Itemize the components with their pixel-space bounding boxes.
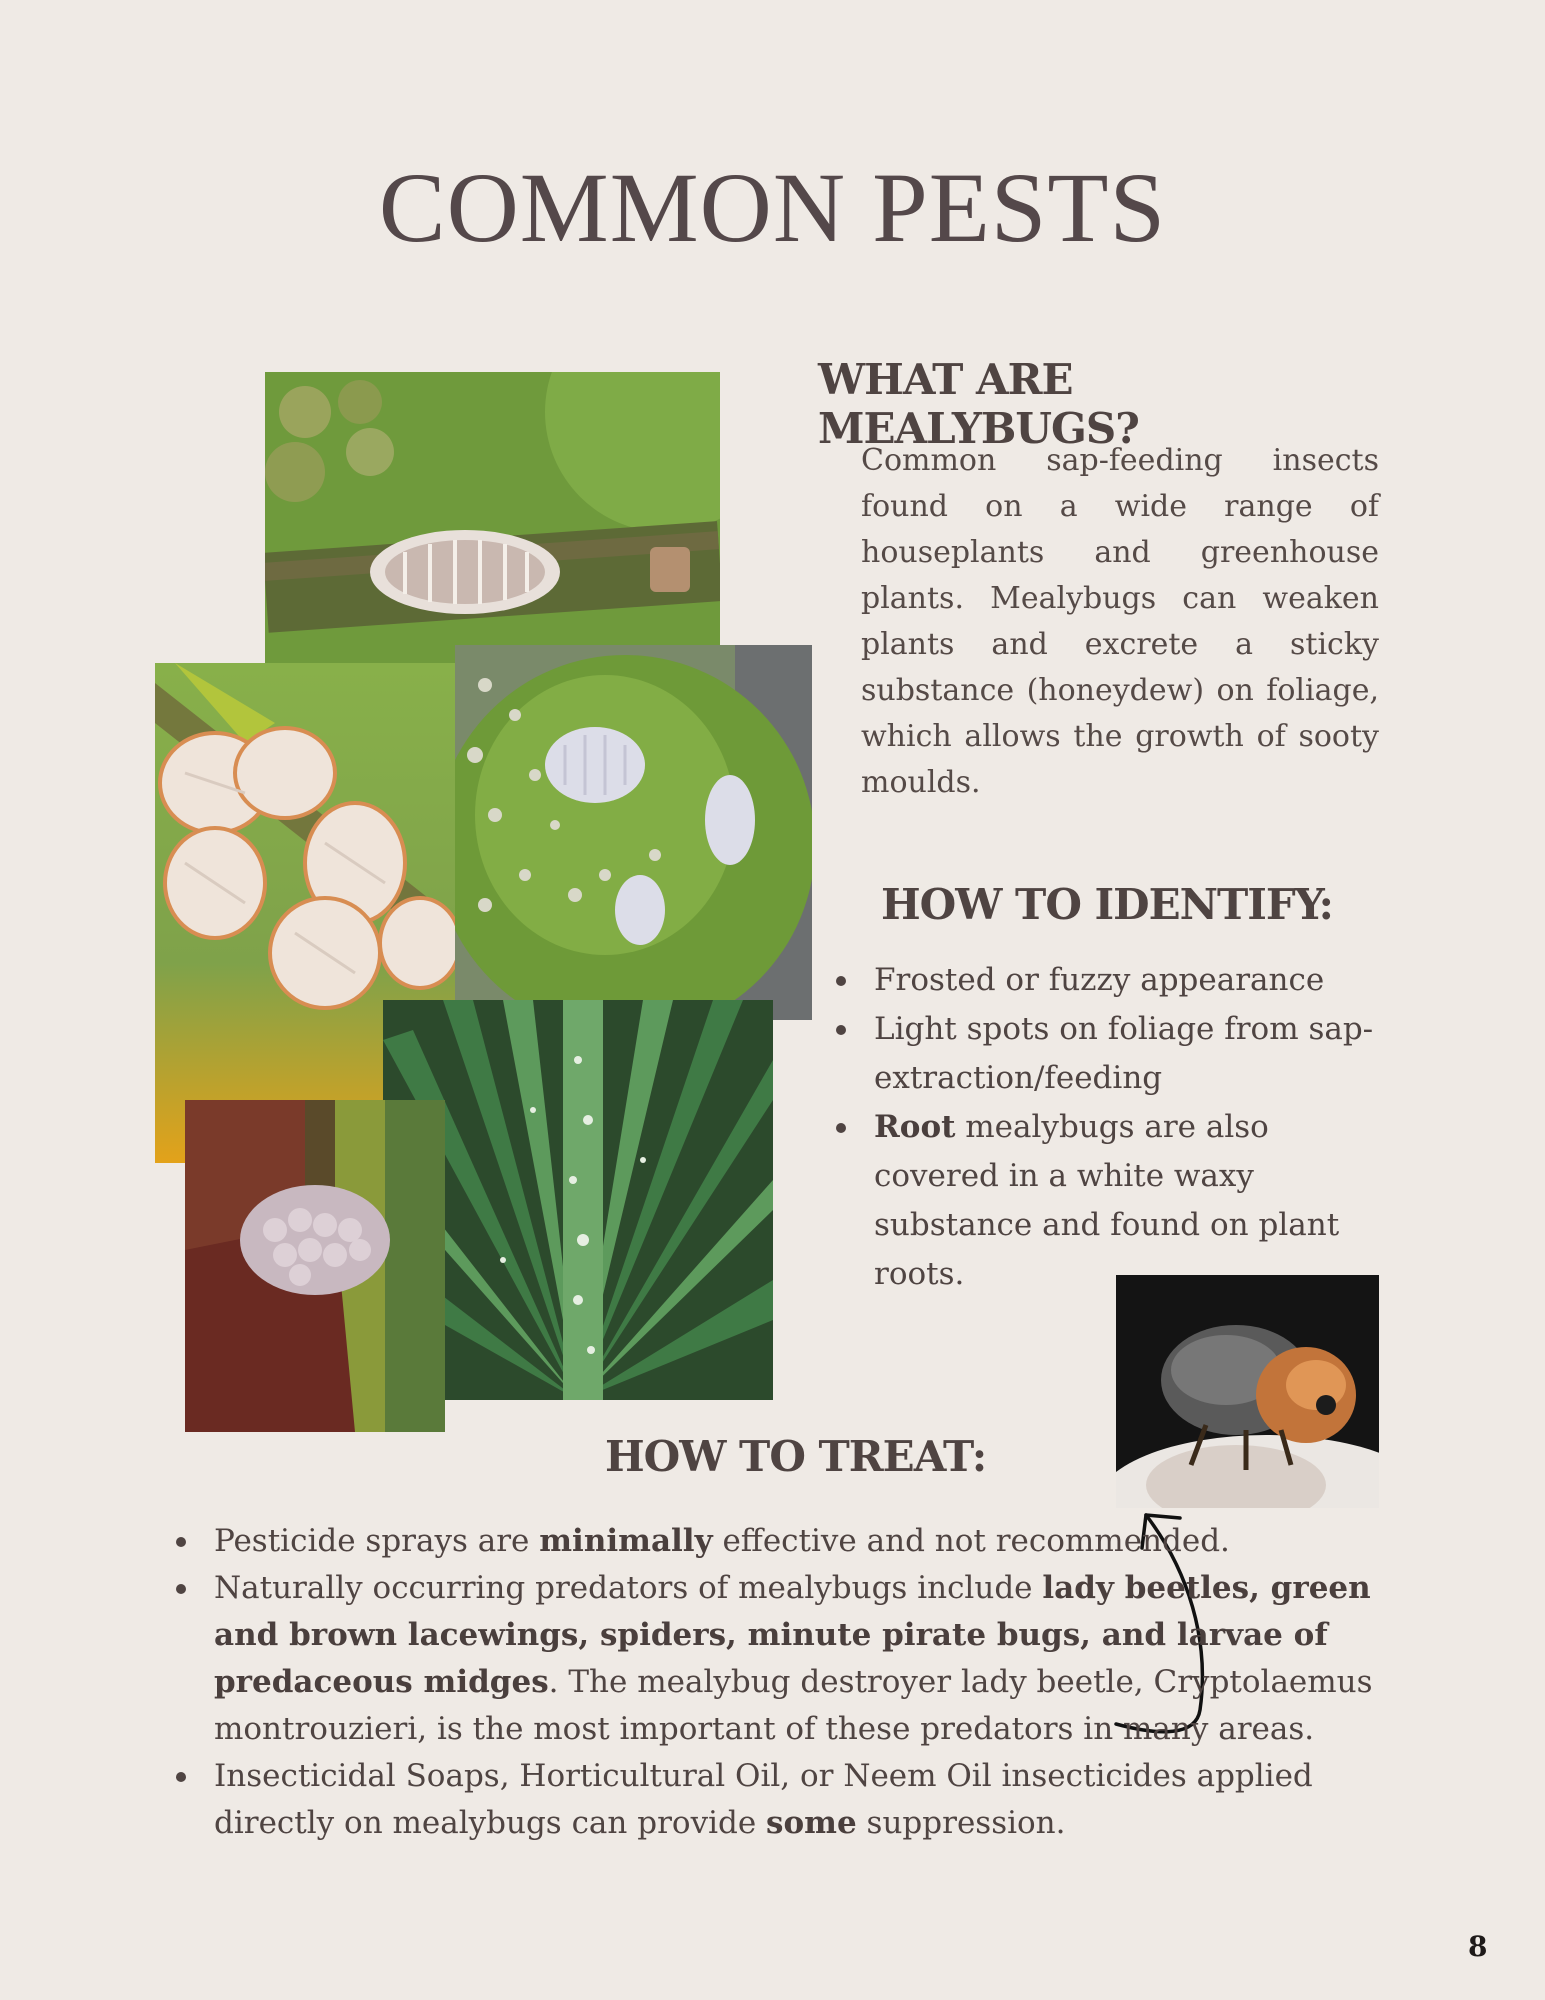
page-number: 8 xyxy=(1468,1930,1488,1963)
identify-list xyxy=(836,956,1396,1299)
bullet-icon xyxy=(176,1537,186,1547)
what-description: Common sap-feeding insects found on a wide range of houseplants and greenhouse plants. Mealybugs can weaken plants and excrete a sticky substance (honeydew) on foliage, which allows the growth of sooty moulds. xyxy=(861,443,1379,800)
treat-item: Insecticidal Soaps, Horticultural Oil, or Neem Oil insecticides applied directly on mealybugs can provide some suppression. xyxy=(176,1753,1406,1847)
mealybug-on-stem-photo xyxy=(265,372,720,672)
treat-item: Naturally occurring predators of mealybugs include lady beetles, green and brown lacewings, spiders, minute pirate bugs, and larvae of predaceous midges. The mealybug destroyer lady beetle, Cryptolaemus montrouzieri, is the most important of these predators in many areas. xyxy=(176,1565,1406,1753)
identify-heading: HOW TO IDENTIFY: xyxy=(881,880,1334,929)
bullet-icon xyxy=(836,1123,846,1133)
root-mealybugs-photo xyxy=(185,1100,445,1432)
identify-item: Frosted or fuzzy appearance xyxy=(836,956,1396,1005)
identify-item: Root mealybugs are also covered in a white waxy substance and found on plant roots. xyxy=(836,1103,1396,1299)
ladybeetle-predator-photo xyxy=(1116,1275,1379,1508)
what-heading: WHAT ARE MEALYBUGS? xyxy=(818,355,1139,453)
mealybugs-on-leaf-photo xyxy=(455,645,812,1020)
treat-heading: HOW TO TREAT: xyxy=(605,1432,987,1481)
page-title: COMMON PESTS xyxy=(378,152,1167,263)
treat-item: Pesticide sprays are minimally effective and not recommended. xyxy=(176,1518,1406,1565)
bullet-icon xyxy=(836,1025,846,1035)
bullet-icon xyxy=(836,976,846,986)
treat-list xyxy=(176,1518,1406,1847)
bullet-icon xyxy=(176,1772,186,1782)
bullet-icon xyxy=(176,1584,186,1594)
identify-item: Light spots on foliage from sap-extraction/feeding xyxy=(836,1005,1396,1103)
